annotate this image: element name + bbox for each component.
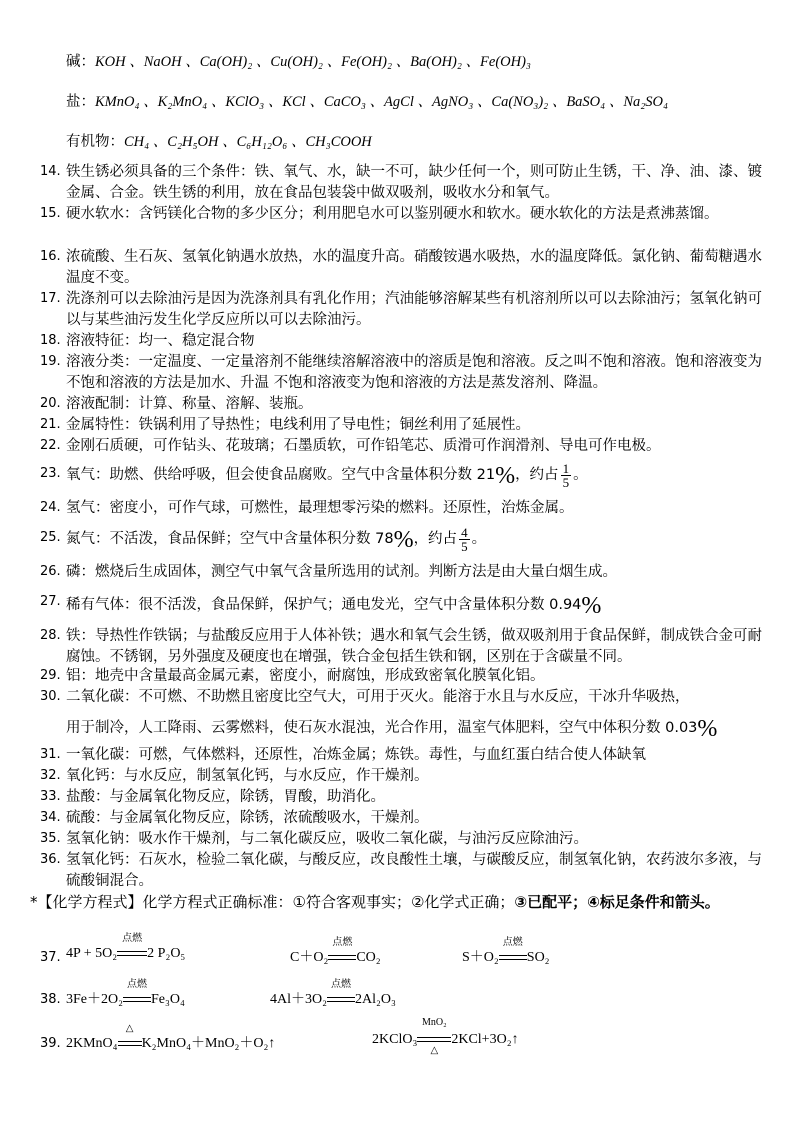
base-formulas: KOH 、NaOH 、Ca(OH)₂ 、Cu(OH)₂ 、Fe(OH)₂ 、Ba(OH)₂ 、Fe(OH)₃ <box>95 54 531 70</box>
condition-heat: △ <box>430 1045 439 1056</box>
item-number: 30. <box>40 689 61 704</box>
list-item: 铝：地壳中含量最高金属元素，密度小，耐腐蚀，形成致密氧化膜氧化铝。 <box>66 668 545 684</box>
condition-label: 点燃 <box>332 937 353 948</box>
condition-equals <box>123 979 151 1008</box>
reactants: 4Al＋3O₂ <box>270 992 327 1007</box>
condition-label: △ <box>125 1023 134 1034</box>
item-number: 31. <box>40 747 61 762</box>
item-number: 33. <box>40 789 61 804</box>
list-item: 硬水软水：含钙镁化合物的多少区分；利用肥皂水可以鉴别硬水和软水。硬水软化的方法是煮沸蒸馏。 <box>66 206 719 222</box>
products: Fe₃O₄ <box>151 992 185 1007</box>
item-number: 34. <box>40 810 61 825</box>
item-number: 20. <box>40 396 61 411</box>
fraction-denominator: 5 <box>461 538 468 554</box>
list-item: 浓硫酸、生石灰、氢氧化钠遇水放热，水的温度升高。硝酸铵遇水吸热，水的温度降低。氯化钠、葡萄糖遇水温度不变。 <box>66 249 762 286</box>
list-item <box>66 588 766 619</box>
item-number: 15. <box>40 206 61 221</box>
equation-standard <box>30 892 770 913</box>
list-item: 溶液配制：计算、称量、溶解、装瓶。 <box>66 396 313 412</box>
list-item <box>66 522 766 553</box>
list-item <box>66 687 766 742</box>
list-item: 铁：导热性作铁锅；与盐酸反应用于人体补铁；遇水和氧气会生锈，做双吸剂用于食品保鲜，制成铁合金可耐腐蚀。不锈钢，另外强度及硬度也在增强，铁合金包括生铁和钢，区别在于含碳量不同。 <box>66 628 762 665</box>
equation-37c <box>462 937 550 966</box>
list-item: 溶液特征：均一、稳定混合物 <box>66 333 255 349</box>
item-text: 稀有气体：很不活泼，食品保鲜，保护气；通电发光，空气中含量体积分数 0.94 <box>66 597 582 613</box>
list-item: 氧化钙：与水反应，制氢氧化钙，与水反应，作干燥剂。 <box>66 768 429 784</box>
salt-label: 盐： <box>66 94 95 110</box>
organic-label: 有机物： <box>66 134 124 150</box>
fraction-numerator: 4 <box>461 524 468 540</box>
list-item <box>66 458 766 489</box>
item-number: 32. <box>40 768 61 783</box>
condition-equals <box>118 1023 142 1052</box>
reactants: 2KMnO₄ <box>66 1036 118 1051</box>
salt-line <box>66 90 668 111</box>
list-item: 溶液分类：一定温度、一定量溶剂不能继续溶解溶液中的溶质是饱和溶液。反之叫不饱和溶液。饱和溶液变为不饱和溶液的方法是加水、升温 不饱和溶液变为饱和溶液的方法是蒸发溶剂、降温。 <box>66 354 762 391</box>
products: SO₂ <box>526 950 550 965</box>
item-number: 27. <box>40 594 61 609</box>
list-item: 洗涤剂可以去除油污是因为洗涤剂具有乳化作用；汽油能够溶解某些有机溶剂所以可以去除油污；氢氧化钠可以与某些油污发生化学反应所以可以去除油污。 <box>66 291 762 328</box>
item-text: 氧气：助燃、供给呼吸，但会使食品腐败。空气中含量体积分数 21 <box>66 467 496 483</box>
item-number: 21. <box>40 417 61 432</box>
item-text: ，约占 <box>515 467 559 483</box>
item-number: 39. <box>40 1036 61 1051</box>
item-number: 28. <box>40 628 61 643</box>
equation-39a <box>66 1023 276 1052</box>
organic-line <box>66 130 372 151</box>
condition-label: 点燃 <box>127 979 147 990</box>
list-item: 金刚石质硬，可作钻头、花玻璃；石墨质软，可作铅笔芯、质滑可作润滑剂、导电可作电极。 <box>66 438 661 454</box>
equation-37b <box>290 937 381 966</box>
condition-label: 点燃 <box>122 933 143 944</box>
condition-label: 点燃 <box>502 937 523 948</box>
item-text: 。 <box>573 467 588 483</box>
equation-37a <box>66 933 186 962</box>
percent-slash: % <box>495 463 516 489</box>
list-item: 盐酸：与金属氧化物反应，除锈，胃酸，助消化。 <box>66 789 385 805</box>
item-number: 29. <box>40 668 61 683</box>
list-item: 磷：燃烧后生成固体，测空气中氧气含量所选用的试剂。判断方法是由大量白烟生成。 <box>66 564 617 580</box>
equation-39b <box>372 1017 519 1056</box>
list-item: 金属特性：铁锅利用了导热性；电线利用了导电性；铜丝利用了延展性。 <box>66 417 530 433</box>
item-text: 。 <box>471 531 487 547</box>
equation-standard-prefix: *【化学方程式】化学方程式正确标准：①符合客观事实；②化学式正确； <box>30 893 515 911</box>
fraction-denominator: 5 <box>562 474 570 490</box>
products: K₂MnO₄＋MnO₂＋O₂↑ <box>141 1036 276 1051</box>
condition-label: 点燃 <box>331 979 351 990</box>
equation-38a <box>66 979 185 1008</box>
list-item: 氢气：密度小，可作气球，可燃性，最理想零污染的燃料。还原性，治炼金属。 <box>66 500 574 516</box>
item-number: 38. <box>40 992 61 1007</box>
base-line <box>66 50 531 71</box>
fraction <box>459 526 470 553</box>
fraction <box>561 462 572 489</box>
item-text: 二氧化碳：不可燃、不助燃且密度比空气大，可用于灭火。能溶于水且与水反应，干冰升华吸热， <box>66 689 690 705</box>
item-number: 19. <box>40 354 61 369</box>
list-item: 铁生锈必须具备的三个条件：铁、氧气、水，缺一不可，缺少任何一个，则可防止生锈，干、净、油、漆、镀金属、合金。铁生锈的利用，放在食品包装袋中做双吸剂，吸收水分和氧气。 <box>66 164 762 201</box>
item-number: 36. <box>40 852 61 867</box>
products: 2 P₂O₅ <box>147 946 186 961</box>
item-number: 17. <box>40 291 61 306</box>
list-item: 氢氧化钙：石灰水，检验二氧化碳，与酸反应，改良酸性土壤，与碳酸反应，制氢氧化钠，农药波尔多液，与硫酸铜混合。 <box>66 852 762 889</box>
item-text: 氮气：不活泼，食品保鲜；空气中含量体积分数 78 <box>66 531 394 547</box>
reactants: 4P + 5O₂ <box>66 946 118 961</box>
item-number: 16. <box>40 249 61 264</box>
organic-formulas: CH₄ 、C₂H₅OH 、C₆H₁₂O₆ 、CH₃COOH <box>124 134 372 150</box>
products: 2Al₂O₃ <box>355 992 396 1007</box>
list-item: 一氧化碳：可燃，气体燃料，还原性，冶炼金属；炼铁。毒性，与血红蛋白结合使人体缺氧 <box>66 747 646 763</box>
reactants: S＋O₂ <box>462 950 499 965</box>
item-number: 37. <box>40 950 61 965</box>
item-number: 25. <box>40 530 61 545</box>
condition-catalyst: MnO₂ <box>422 1017 447 1028</box>
item-number: 26. <box>40 564 61 579</box>
item-text: 用于制冷，人工降雨、云雾燃料，使石灰水混浊，光合作用，温室气体肥料，空气中体积分数 0.03 <box>66 720 698 736</box>
equation-standard-bold: ③已配平；④标足条件和箭头。 <box>514 893 720 911</box>
item-number: 18. <box>40 333 61 348</box>
item-number: 24. <box>40 500 61 515</box>
condition-equals <box>417 1017 451 1056</box>
condition-equals <box>328 937 356 966</box>
item-number: 22. <box>40 438 61 453</box>
list-item: 氢氧化钠：吸水作干燥剂，与二氧化碳反应，吸收二氧化碳，与油污反应除油污。 <box>66 831 588 847</box>
percent-slash: % <box>697 716 718 742</box>
fraction-numerator: 1 <box>562 460 570 476</box>
reactants: 2KClO₃ <box>372 1032 418 1047</box>
reactants: C＋O₂ <box>290 950 329 965</box>
products: CO₂ <box>356 950 381 965</box>
salt-formulas: KMnO₄ 、K₂MnO₄ 、KClO₃ 、KCl 、CaCO₃ 、AgCl 、AgNO₃ 、Ca(NO₃)₂ 、BaSO₄ 、Na₂SO₄ <box>95 94 669 110</box>
item-text-line2 <box>66 715 766 742</box>
percent-slash: % <box>393 527 414 553</box>
products: 2KCl+3O₂↑ <box>451 1032 519 1047</box>
condition-equals <box>499 937 527 966</box>
list-item: 硫酸：与金属氧化物反应，除锈，浓硫酸吸水，干燥剂。 <box>66 810 429 826</box>
reactants: 3Fe＋2O₂ <box>66 992 123 1007</box>
percent-slash: % <box>581 593 602 619</box>
base-label: 碱： <box>66 54 95 70</box>
condition-equals <box>117 933 147 962</box>
item-text: ，约占 <box>413 531 458 547</box>
condition-equals <box>327 979 355 1008</box>
item-number: 35. <box>40 831 61 846</box>
item-number: 14. <box>40 164 61 179</box>
equation-38b <box>270 979 396 1008</box>
item-number: 23. <box>40 466 61 481</box>
